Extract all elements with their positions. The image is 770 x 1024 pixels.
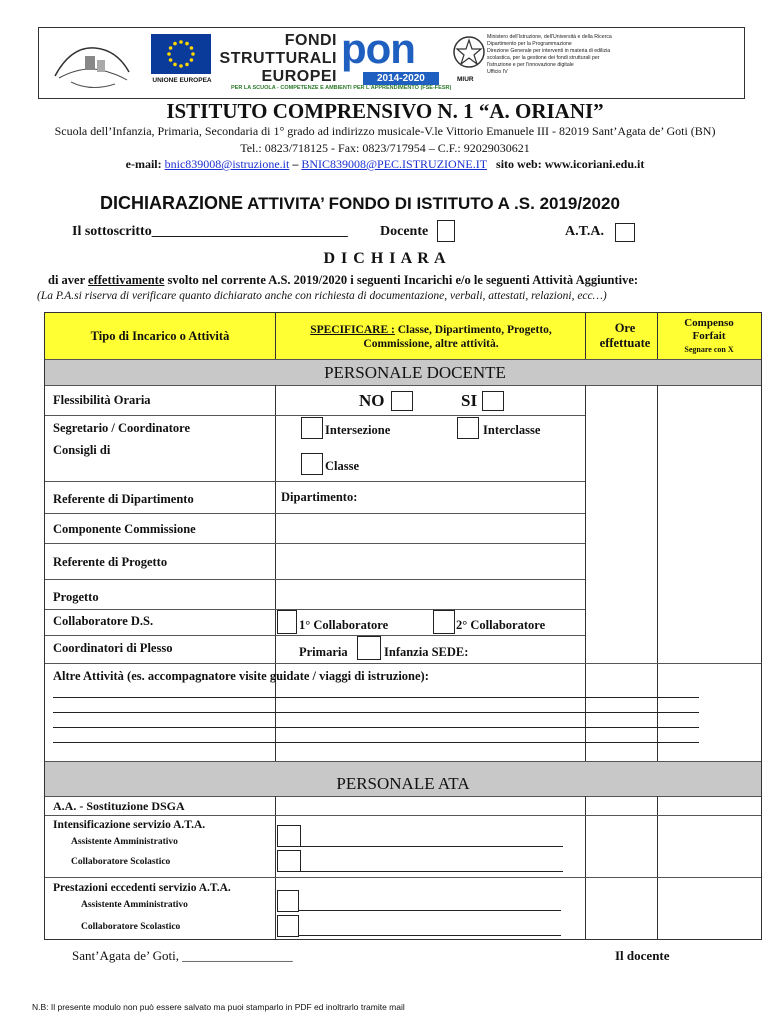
- row-segretario: Segretario / Coordinatore: [53, 421, 191, 435]
- coll1-label: 1° Collaboratore: [299, 618, 389, 632]
- intersezione-label: Intersezione: [325, 423, 391, 437]
- coll1-checkbox[interactable]: [277, 610, 297, 634]
- place-date-field[interactable]: Sant’Agata de’ Goti, _________________: [72, 948, 293, 963]
- fondi-logo: FONDI STRUTTURALI EUROPEI: [219, 32, 337, 85]
- miur-label: MIUR: [457, 76, 474, 83]
- row-prestazioni: Prestazioni eccedenti servizio A.T.A.: [53, 882, 231, 894]
- coll2-label: 2° Collaboratore: [456, 618, 546, 632]
- school-name: ISTITUTO COMPRENSIVO N. 1 “A. ORIANI”: [166, 99, 604, 123]
- row-consigli: Consigli di: [53, 443, 111, 457]
- altre-line-3[interactable]: [53, 727, 699, 728]
- row-aa-sostituzione: A.A. - Sostituzione DSGA: [53, 799, 185, 813]
- row-referente-dipartimento: Referente di Dipartimento: [53, 492, 194, 506]
- row-collaboratore-ds: Collaboratore D.S.: [53, 614, 154, 628]
- school-emblem-icon: [51, 36, 133, 94]
- activities-table: [44, 312, 762, 940]
- eu-label: UNIONE EUROPEA: [152, 77, 212, 84]
- primaria-label: Primaria: [299, 645, 348, 659]
- prest-collaboratore-label: Collaboratore Scolastico: [81, 922, 181, 932]
- dichiara-heading: D I C H I A R A: [323, 250, 447, 267]
- miur-emblem-icon: [451, 34, 487, 74]
- row-flessibilita: Flessibilità Oraria: [53, 393, 151, 407]
- verification-note: (La P.A.si riserva di verificare quanto dichiarato anche con richiesta di documentazione, verbali, attestati, relazioni, ecc…): [37, 290, 607, 302]
- altre-line-4[interactable]: [53, 742, 699, 743]
- row-intensificazione: Intensificazione servizio A.T.A.: [53, 819, 206, 831]
- col-header-flat-fee: Compenso Forfait Segnare con X: [684, 317, 734, 354]
- ata-checkbox[interactable]: [615, 223, 635, 242]
- pon-logo: pon 2014-2020: [341, 30, 461, 82]
- section-docente-title: PERSONALE DOCENTE: [324, 363, 506, 382]
- intersezione-checkbox[interactable]: [301, 417, 323, 439]
- no-checkbox[interactable]: [391, 391, 413, 411]
- undersigned-label: Il sottoscritto____________________________: [72, 224, 348, 239]
- email-link[interactable]: bnic839008@istruzione.it: [164, 157, 290, 171]
- row-progetto: Progetto: [53, 590, 99, 604]
- classe-checkbox[interactable]: [301, 453, 323, 475]
- intens-assistente-label: Assistente Amministrativo: [71, 837, 178, 847]
- col-header-activity: Tipo di Incarico o Attività: [90, 329, 230, 343]
- row-componente-commissione: Componente Commissione: [53, 522, 196, 536]
- si-checkbox[interactable]: [482, 391, 504, 411]
- intens-collaboratore-checkbox[interactable]: [277, 850, 301, 872]
- coll2-checkbox[interactable]: [433, 610, 455, 634]
- pon-banner: PER LA SCUOLA - COMPETENZE E AMBIENTI PER L'APPRENDIMENTO (FSE-FESR): [231, 85, 452, 91]
- altre-line-1[interactable]: [53, 697, 699, 698]
- section-ata-title: PERSONALE ATA: [336, 774, 470, 793]
- prest-assistente-label: Assistente Amministrativo: [81, 900, 188, 910]
- prest-collaboratore-checkbox[interactable]: [277, 915, 299, 937]
- docente-checkbox[interactable]: [437, 220, 455, 242]
- ministry-text: Ministero dell'Istruzione, dell'Università e della Ricerca Dipartimento per la Programmazione Direzione Generale per interventi in materia di edilizia scolastica, per la gestione dei fondi strutturali per l'istruzione e per l'innovazione digitale Ufficio IV: [487, 34, 612, 75]
- school-email-line: e-mail: bnic839008@istruzione.it – BNIC839008@PEC.ISTRUZIONE.IT sito web: www.icoriani.edu.it: [125, 157, 645, 171]
- row-altre-attivita: Altre Attività (es. accompagnatore visite guidate / viaggi di istruzione):: [53, 669, 429, 683]
- eu-flag-icon: [151, 34, 211, 74]
- no-label: NO: [359, 391, 385, 410]
- ata-label: A.T.A.: [565, 224, 605, 239]
- pec-email-link[interactable]: BNIC839008@PEC.ISTRUZIONE.IT: [301, 157, 488, 171]
- footer-note: N.B: Il presente modulo non può essere salvato ma puoi stamparlo in PDF ed inoltrarlo tramite mail: [32, 1002, 405, 1012]
- primaria-checkbox[interactable]: [357, 636, 381, 660]
- intens-assistente-checkbox[interactable]: [277, 825, 301, 847]
- row-referente-progetto: Referente di Progetto: [53, 555, 168, 569]
- classe-label: Classe: [325, 459, 360, 473]
- signature-label: Il docente: [615, 948, 670, 963]
- intens-collaboratore-label: Collaboratore Scolastico: [71, 857, 171, 867]
- prest-assistente-checkbox[interactable]: [277, 890, 299, 912]
- dipartimento-label: Dipartimento:: [281, 490, 358, 504]
- row-coordinatori-plesso: Coordinatori di Plesso: [53, 641, 173, 655]
- si-label: SI: [461, 391, 478, 410]
- school-description: Scuola dell’Infanzia, Primaria, Secondaria di 1° grado ad indirizzo musicale-V.le Vittorio Emanuele III - 82019 Sant’Agata de’ Goti (BN): [54, 124, 716, 138]
- interclasse-checkbox[interactable]: [457, 417, 479, 439]
- altre-line-2[interactable]: [53, 712, 699, 713]
- school-contacts: Tel.: 0823/718125 - Fax: 0823/717954 – C.F.: 92029030621: [240, 141, 530, 155]
- docente-label: Docente: [380, 224, 429, 239]
- intro-text: di aver effettivamente svolto nel corrente A.S. 2019/2020 i seguenti Incarichi e/o le seguenti Attività Aggiuntive:: [48, 273, 639, 287]
- infanzia-label: Infanzia SEDE:: [384, 645, 469, 659]
- col-header-hours: Ore effettuate: [599, 321, 651, 350]
- col-header-specify: SPECIFICARE : Classe, Dipartimento, Progetto, Commissione, altre attività.: [310, 324, 552, 350]
- form-title: DICHIARAZIONE ATTIVITA’ FONDO DI ISTITUTO A .S. 2019/2020: [100, 193, 620, 213]
- letterhead: [38, 27, 745, 99]
- interclasse-label: Interclasse: [483, 423, 541, 437]
